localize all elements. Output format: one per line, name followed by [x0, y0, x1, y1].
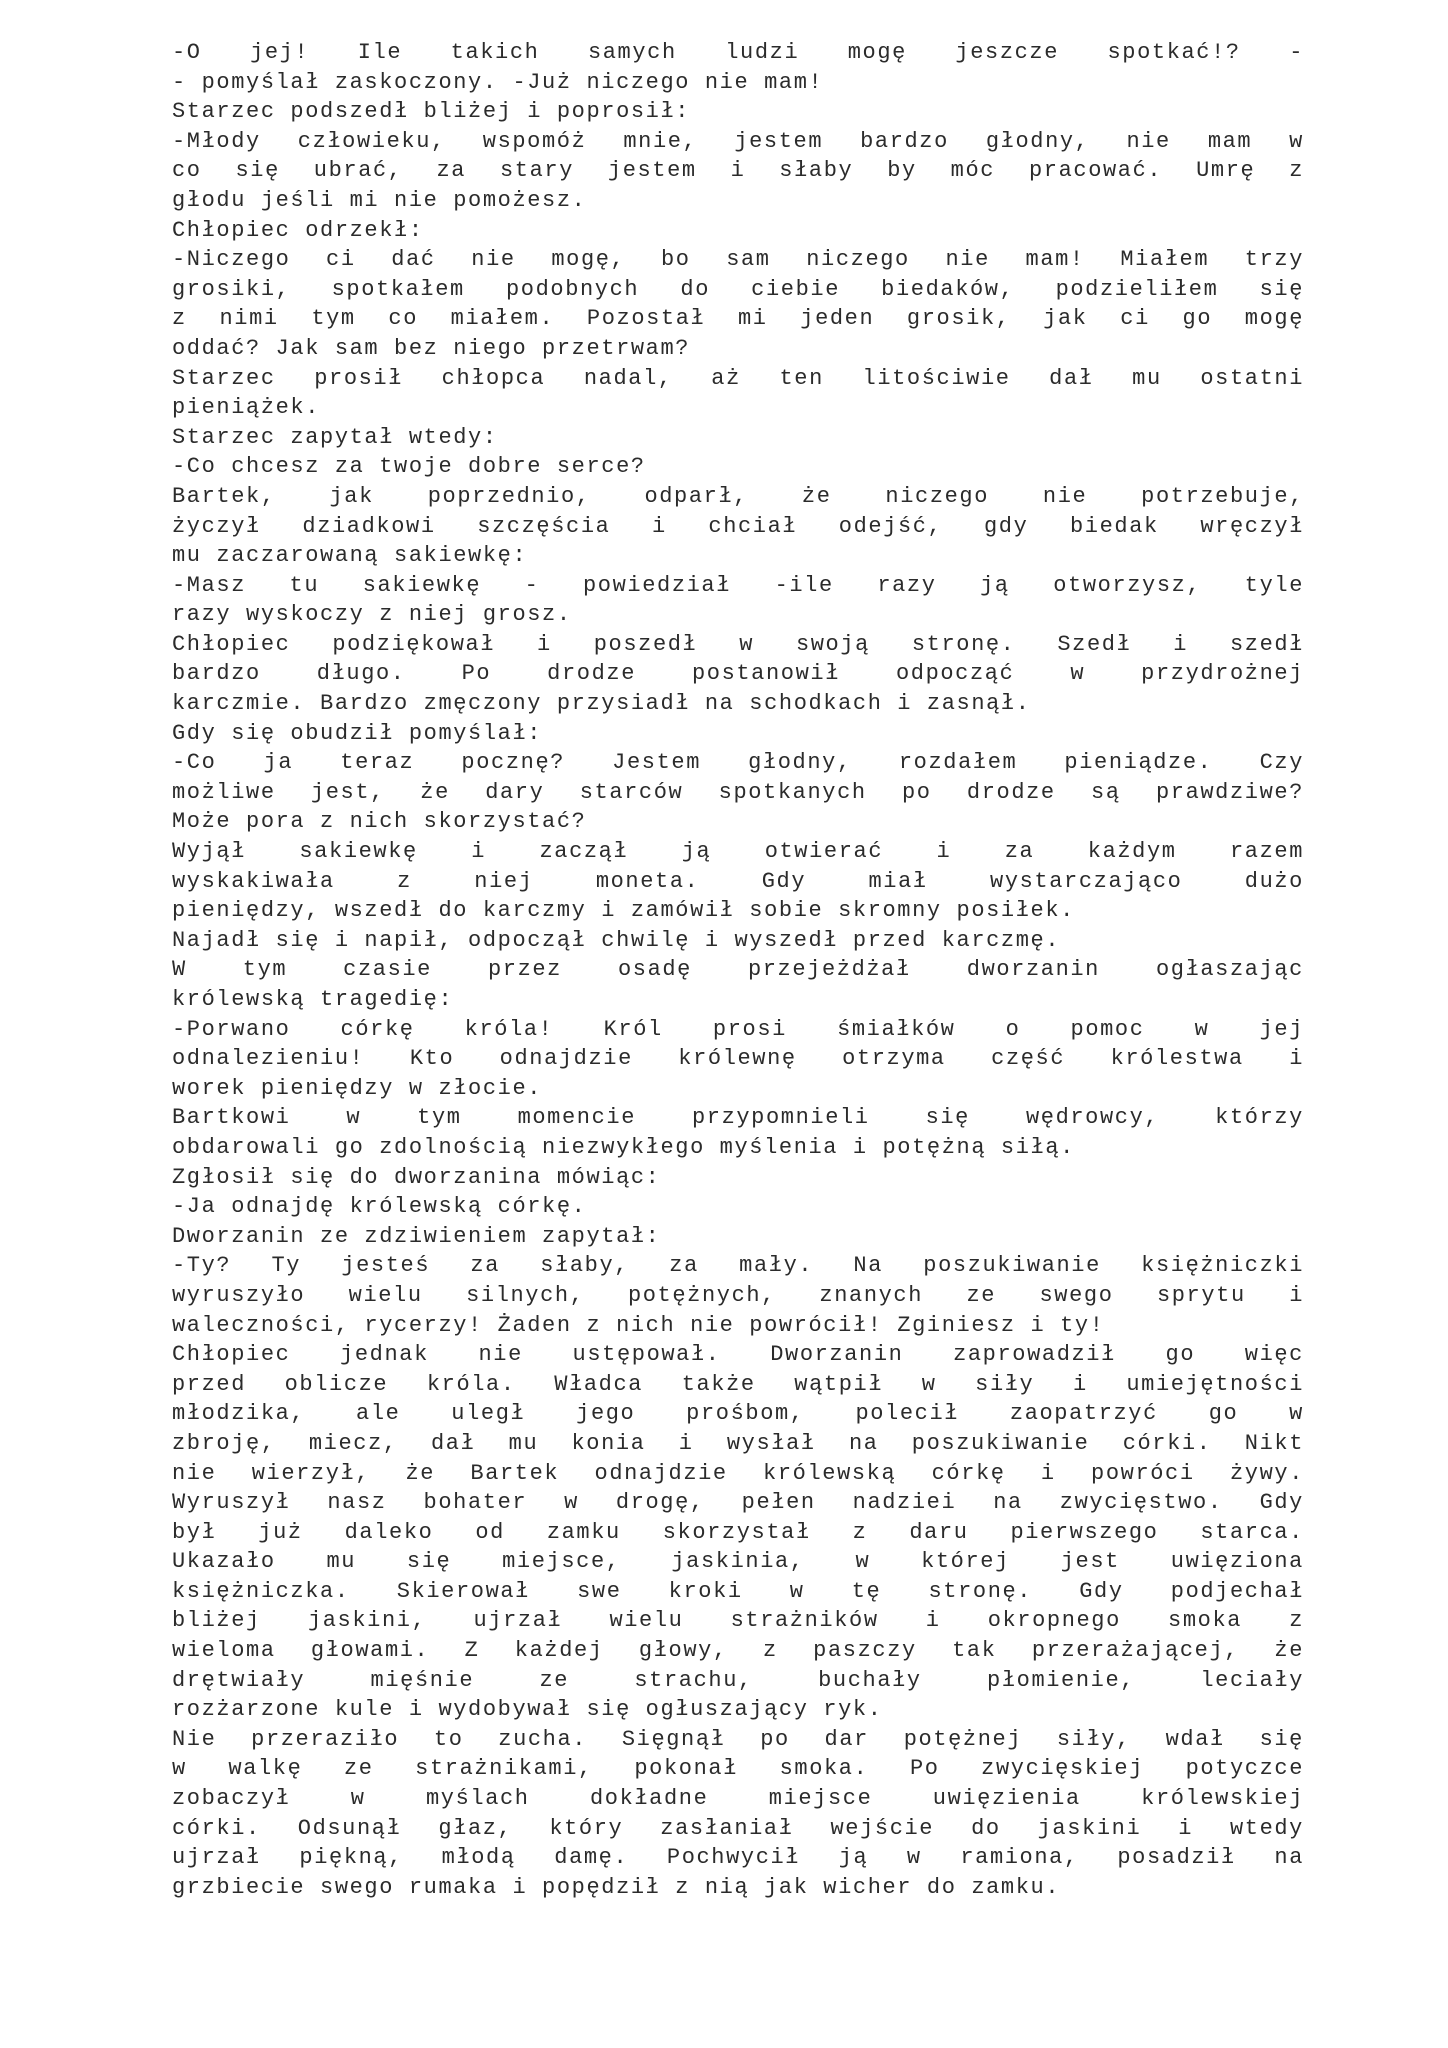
text-line: możliwe jest, że dary starców spotkanych po drodze są prawdziwe?: [172, 779, 1304, 805]
text-line: Bartkowi w tym momencie przypomnieli się wędrowcy, którzy: [172, 1105, 1304, 1131]
text-line: -O jej! Ile takich samych ludzi mogę jeszcze spotkać!? -: [172, 40, 1304, 65]
text-line: worek pieniędzy w złocie.: [172, 1075, 543, 1101]
text-line: głodu jeśli mi nie pomożesz.: [172, 187, 587, 213]
text-line: karczmie. Bardzo zmęczony przysiadł na schodkach i zasnął.: [172, 691, 1031, 717]
text-line: razy wyskoczy z niej grosz.: [172, 602, 572, 628]
text-line: -Co chcesz za twoje dobre serce?: [172, 454, 646, 480]
text-line: Wyruszył nasz bohater w drogę, pełen nadziei na zwycięstwo. Gdy: [172, 1490, 1304, 1516]
text-line: księżniczka. Skierował swe kroki w tę stronę. Gdy podjechał: [172, 1578, 1304, 1604]
text-line: przed oblicze króla. Władca także wątpił w siły i umiejętności: [172, 1371, 1304, 1397]
document-page: [172, 38, 1304, 1902]
text-line: co się ubrać, za stary jestem i słaby by móc pracować. Umrę z: [172, 158, 1304, 184]
text-line: Gdy się obudził pomyślał:: [172, 720, 543, 746]
text-line: obdarowali go zdolnością niezwykłego myślenia i potężną siłą.: [172, 1134, 1075, 1160]
text-line: z nimi tym co miałem. Pozostał mi jeden grosik, jak ci go mogę: [172, 306, 1304, 332]
text-line: Chłopiec podziękował i poszedł w swoją stronę. Szedł i szedł: [172, 631, 1304, 657]
text-line: grzbiecie swego rumaka i popędził z nią jak wicher do zamku.: [172, 1874, 1061, 1900]
text-line: Chłopiec jednak nie ustępował. Dworzanin zaprowadził go więc: [172, 1342, 1304, 1368]
text-line: waleczności, rycerzy! Żaden z nich nie powrócił! Zginiesz i ty!: [172, 1312, 1105, 1338]
text-line: drętwiały mięśnie ze strachu, buchały płomienie, leciały: [172, 1667, 1304, 1693]
text-line: młodzika, ale uległ jego prośbom, polecił zaopatrzyć go w: [172, 1401, 1304, 1427]
text-line: Najadł się i napił, odpoczął chwilę i wyszedł przed karczmę.: [172, 927, 1061, 953]
text-line: wyruszyło wielu silnych, potężnych, znanych ze swego sprytu i: [172, 1282, 1304, 1308]
text-line: był już daleko od zamku skorzystał z daru pierwszego starca.: [172, 1519, 1304, 1545]
text-line: -Porwano córkę króla! Król prosi śmiałków o pomoc w jej: [172, 1016, 1304, 1042]
text-line: zbroję, miecz, dał mu konia i wysłał na poszukiwanie córki. Nikt: [172, 1430, 1304, 1456]
text-line: Zgłosił się do dworzanina mówiąc:: [172, 1164, 661, 1190]
text-line: Ukazało mu się miejsce, jaskinia, w której jest uwięziona: [172, 1549, 1304, 1575]
text-line: Starzec zapytał wtedy:: [172, 424, 498, 450]
text-line: oddać? Jak sam bez niego przetrwam?: [172, 335, 691, 361]
text-line: w walkę ze strażnikami, pokonał smoka. Po zwycięskiej potyczce: [172, 1756, 1304, 1782]
text-line: - pomyślał zaskoczony. -Już niczego nie mam!: [172, 69, 824, 95]
text-line: rozżarzone kule i wydobywał się ogłuszający ryk.: [172, 1697, 883, 1723]
text-line: bardzo długo. Po drodze postanowił odpocząć w przydrożnej: [172, 661, 1304, 687]
text-line: -Ja odnajdę królewską córkę.: [172, 1194, 587, 1220]
text-line: pieniążek.: [172, 395, 321, 421]
text-line: odnalezieniu! Kto odnajdzie królewnę otrzyma część królestwa i: [172, 1046, 1304, 1072]
text-line: córki. Odsunął głaz, który zasłaniał wejście do jaskini i wtedy: [172, 1815, 1304, 1841]
text-line: -Młody człowieku, wspomóż mnie, jestem bardzo głodny, nie mam w: [172, 128, 1304, 154]
text-line: ujrzał piękną, młodą damę. Pochwycił ją w ramiona, posadził na: [172, 1845, 1304, 1871]
text-line: Nie przeraziło to zucha. Sięgnął po dar potężnej siły, wdał się: [172, 1726, 1304, 1752]
text-line: królewską tragedię:: [172, 987, 454, 1012]
text-line: zobaczył w myślach dokładne miejsce uwięzienia królewskiej: [172, 1786, 1304, 1812]
text-line: nie wierzył, że Bartek odnajdzie królewską córkę i powróci żywy.: [172, 1460, 1304, 1486]
text-line: Starzec podszedł bliżej i poprosił:: [172, 99, 691, 125]
text-line: W tym czasie przez osadę przejeżdżał dworzanin ogłaszając: [172, 957, 1304, 983]
text-line: mu zaczarowaną sakiewkę:: [172, 543, 528, 569]
text-line: życzył dziadkowi szczęścia i chciał odejść, gdy biedak wręczył: [172, 513, 1304, 539]
text-line: Może pora z nich skorzystać?: [172, 809, 587, 835]
text-line: wieloma głowami. Z każdej głowy, z paszczy tak przerażającej, że: [172, 1638, 1304, 1664]
text-line: Starzec prosił chłopca nadal, aż ten litościwie dał mu ostatni: [172, 365, 1304, 391]
text-line: Bartek, jak poprzednio, odparł, że niczego nie potrzebuje,: [172, 483, 1304, 509]
text-line: wyskakiwała z niej moneta. Gdy miał wystarczająco dużo: [172, 868, 1304, 894]
text-line: Dworzanin ze zdziwieniem zapytał:: [172, 1223, 661, 1249]
text-line: bliżej jaskini, ujrzał wielu strażników i okropnego smoka z: [172, 1608, 1304, 1634]
text-line: -Co ja teraz pocznę? Jestem głodny, rozdałem pieniądze. Czy: [172, 750, 1304, 776]
text-line: grosiki, spotkałem podobnych do ciebie biedaków, podzieliłem się: [172, 276, 1304, 302]
text-line: -Ty? Ty jesteś za słaby, za mały. Na poszukiwanie księżniczki: [172, 1253, 1304, 1279]
text-line: -Masz tu sakiewkę - powiedział -ile razy ją otworzysz, tyle: [172, 572, 1304, 598]
text-line: -Niczego ci dać nie mogę, bo sam niczego nie mam! Miałem trzy: [172, 247, 1304, 273]
text-line: Chłopiec odrzekł:: [172, 217, 424, 243]
text-line: Wyjął sakiewkę i zaczął ją otwierać i za każdym razem: [172, 839, 1304, 865]
text-line: pieniędzy, wszedł do karczmy i zamówił sobie skromny posiłek.: [172, 898, 1075, 924]
